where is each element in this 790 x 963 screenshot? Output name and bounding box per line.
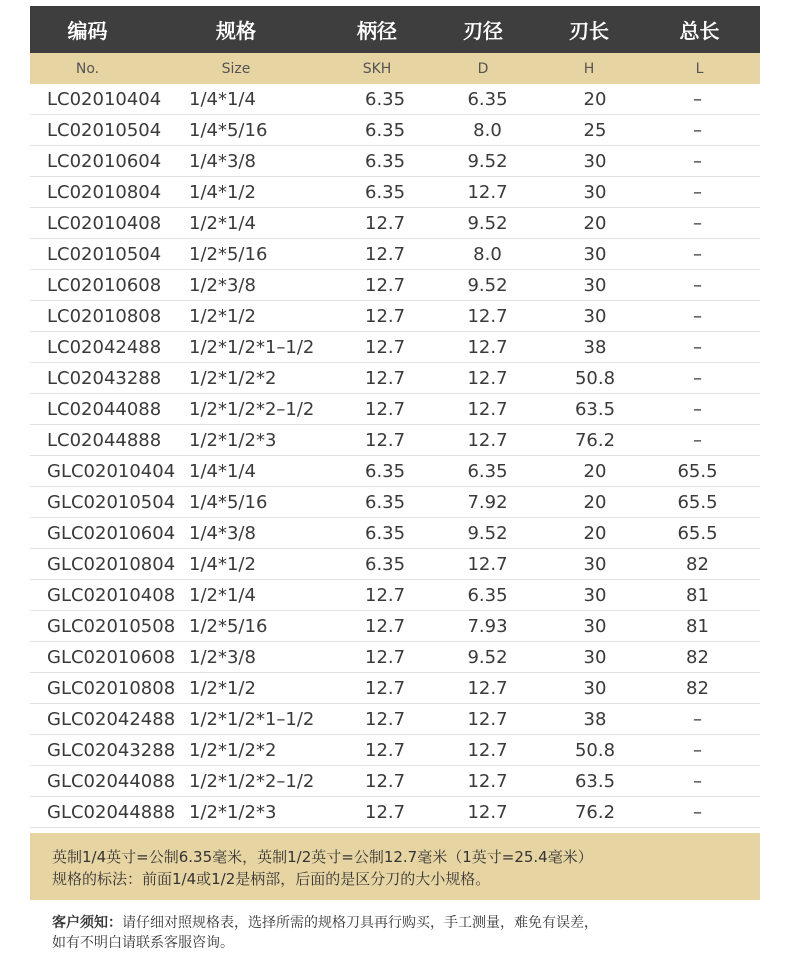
cell-total-length: – <box>693 305 702 327</box>
cell-total-length: – <box>693 398 702 420</box>
subheader-h: H <box>583 60 595 77</box>
cell-shank: 12.7 <box>365 398 406 420</box>
cell-blade-length: 30 <box>583 181 607 203</box>
table-row <box>30 270 760 301</box>
cell-total-length: – <box>693 212 702 234</box>
cell-blade-diameter: 6.35 <box>467 584 508 606</box>
table-row <box>30 704 760 735</box>
cell-size: 1/4*1/2 <box>189 553 256 575</box>
cell-blade-length: 50.8 <box>574 367 616 389</box>
notice-label: 客户须知： <box>52 915 122 931</box>
cell-shank: 6.35 <box>365 491 406 513</box>
table-row <box>30 611 760 642</box>
cell-code: GLC02044888 <box>47 801 176 823</box>
table-row <box>30 456 760 487</box>
table-row <box>30 239 760 270</box>
notice-line-2: 如有不明白请联系客服咨询。 <box>52 935 234 951</box>
cell-size: 1/4*3/8 <box>189 522 256 544</box>
cell-shank: 6.35 <box>365 88 406 110</box>
cell-blade-diameter: 12.7 <box>467 739 508 761</box>
cell-code: GLC02010508 <box>47 615 176 637</box>
cell-blade-length: 63.5 <box>574 398 616 420</box>
cell-blade-diameter: 12.7 <box>467 708 508 730</box>
cell-size: 1/2*1/2*1–1/2 <box>189 336 315 358</box>
table-header <box>30 6 760 53</box>
cell-total-length: – <box>693 181 702 203</box>
cell-size: 1/4*1/4 <box>189 88 256 110</box>
cell-blade-length: 30 <box>583 150 607 172</box>
notice-text-1: 请仔细对照规格表，选择所需的规格刀具再行购买，手工测量，难免有误差， <box>122 915 598 931</box>
cell-blade-length: 63.5 <box>574 770 616 792</box>
cell-shank: 6.35 <box>365 119 406 141</box>
table-row <box>30 115 760 146</box>
cell-blade-diameter: 12.7 <box>467 398 508 420</box>
cell-shank: 12.7 <box>365 212 406 234</box>
cell-shank: 6.35 <box>365 553 406 575</box>
cell-total-length: 65.5 <box>677 460 718 482</box>
table-body <box>30 84 760 828</box>
cell-size: 1/2*1/2*1–1/2 <box>189 708 315 730</box>
cell-code: LC02010408 <box>47 212 162 234</box>
cell-blade-length: 30 <box>583 243 607 265</box>
table-row <box>30 673 760 704</box>
cell-blade-diameter: 6.35 <box>467 88 508 110</box>
table-row <box>30 549 760 580</box>
table-row <box>30 301 760 332</box>
subheader-skh: SKH <box>362 60 392 77</box>
cell-size: 1/2*1/2*2 <box>189 367 277 389</box>
cell-code: GLC02043288 <box>47 739 176 761</box>
cell-total-length: – <box>693 119 702 141</box>
spec-table <box>30 6 760 828</box>
cell-code: GLC02010804 <box>47 553 176 575</box>
cell-blade-length: 30 <box>583 274 607 296</box>
cell-size: 1/2*1/2*2–1/2 <box>189 770 315 792</box>
cell-shank: 12.7 <box>365 367 406 389</box>
cell-size: 1/2*3/8 <box>189 646 256 668</box>
cell-size: 1/4*1/4 <box>189 460 256 482</box>
cell-code: LC02042488 <box>47 336 162 358</box>
table-row <box>30 146 760 177</box>
table-row <box>30 177 760 208</box>
table-row <box>30 766 760 797</box>
cell-shank: 12.7 <box>365 584 406 606</box>
cell-blade-diameter: 12.7 <box>467 429 508 451</box>
cell-shank: 6.35 <box>365 522 406 544</box>
cell-blade-diameter: 12.7 <box>467 181 508 203</box>
cell-code: LC02044888 <box>47 429 162 451</box>
subheader-size: Size <box>221 60 251 77</box>
cell-shank: 6.35 <box>365 150 406 172</box>
cell-blade-length: 50.8 <box>574 739 616 761</box>
cell-code: GLC02010408 <box>47 584 176 606</box>
cell-blade-length: 20 <box>583 88 607 110</box>
cell-size: 1/2*1/2*3 <box>189 429 277 451</box>
cell-blade-length: 20 <box>583 491 607 513</box>
cell-blade-diameter: 12.7 <box>467 801 508 823</box>
cell-size: 1/4*1/2 <box>189 181 256 203</box>
cell-total-length: – <box>693 336 702 358</box>
cell-total-length: – <box>693 708 702 730</box>
subheader-d: D <box>477 60 489 77</box>
table-row <box>30 518 760 549</box>
table-row <box>30 363 760 394</box>
subheader-l: L <box>695 60 704 77</box>
cell-blade-diameter: 7.93 <box>467 615 508 637</box>
cell-shank: 12.7 <box>365 305 406 327</box>
cell-shank: 6.35 <box>365 181 406 203</box>
header-blade-length: 刃长 <box>569 19 609 43</box>
cell-blade-diameter: 9.52 <box>467 212 508 234</box>
cell-blade-diameter: 8.0 <box>473 243 502 265</box>
cell-code: GLC02010808 <box>47 677 176 699</box>
cell-code: LC02010808 <box>47 305 162 327</box>
cell-blade-length: 25 <box>583 119 607 141</box>
cell-blade-length: 20 <box>583 460 607 482</box>
header-code: 编码 <box>67 19 108 43</box>
cell-total-length: 81 <box>686 615 709 637</box>
cell-size: 1/2*1/2*3 <box>189 801 277 823</box>
cell-blade-length: 30 <box>583 646 607 668</box>
cell-code: GLC02010504 <box>47 491 176 513</box>
table-row <box>30 580 760 611</box>
header-shank: 柄径 <box>357 19 397 43</box>
cell-blade-diameter: 12.7 <box>467 770 508 792</box>
cell-blade-diameter: 8.0 <box>473 119 502 141</box>
cell-total-length: – <box>693 150 702 172</box>
cell-blade-diameter: 12.7 <box>467 305 508 327</box>
cell-shank: 6.35 <box>365 460 406 482</box>
table-row <box>30 797 760 828</box>
table-row <box>30 84 760 115</box>
cell-blade-diameter: 6.35 <box>467 460 508 482</box>
cell-size: 1/4*5/16 <box>189 119 268 141</box>
cell-shank: 12.7 <box>365 615 406 637</box>
table-row <box>30 642 760 673</box>
cell-blade-diameter: 9.52 <box>467 522 508 544</box>
cell-size: 1/2*1/2 <box>189 305 256 327</box>
customer-notice <box>52 913 752 953</box>
cell-code: LC02010608 <box>47 274 162 296</box>
cell-size: 1/2*1/4 <box>189 212 256 234</box>
cell-total-length: 82 <box>686 646 709 668</box>
cell-size: 1/2*1/2*2–1/2 <box>189 398 315 420</box>
cell-total-length: – <box>693 770 702 792</box>
cell-total-length: – <box>693 739 702 761</box>
cell-shank: 12.7 <box>365 770 406 792</box>
cell-total-length: – <box>693 243 702 265</box>
cell-blade-length: 38 <box>583 336 607 358</box>
cell-blade-length: 30 <box>583 677 607 699</box>
cell-total-length: – <box>693 429 702 451</box>
notice-line-1 <box>52 913 752 933</box>
cell-size: 1/4*5/16 <box>189 491 268 513</box>
cell-total-length: – <box>693 367 702 389</box>
cell-size: 1/2*3/8 <box>189 274 256 296</box>
table-row <box>30 425 760 456</box>
cell-blade-length: 38 <box>583 708 607 730</box>
cell-blade-diameter: 12.7 <box>467 367 508 389</box>
note-line-2: 规格的标法：前面1/4或1/2是柄部，后面的是区分刀的大小规格。 <box>52 870 491 888</box>
table-row <box>30 208 760 239</box>
cell-code: GLC02042488 <box>47 708 176 730</box>
cell-size: 1/4*3/8 <box>189 150 256 172</box>
cell-code: LC02043288 <box>47 367 162 389</box>
cell-blade-diameter: 12.7 <box>467 553 508 575</box>
cell-blade-diameter: 9.52 <box>467 150 508 172</box>
cell-blade-diameter: 9.52 <box>467 274 508 296</box>
cell-shank: 12.7 <box>365 336 406 358</box>
cell-shank: 12.7 <box>365 429 406 451</box>
cell-size: 1/2*1/2*2 <box>189 739 277 761</box>
note-line-1: 英制1/4英寸=公制6.35毫米，英制1/2英寸=公制12.7毫米（1英寸=25.4毫米） <box>52 848 593 866</box>
cell-blade-diameter: 12.7 <box>467 336 508 358</box>
cell-blade-length: 20 <box>583 212 607 234</box>
cell-shank: 12.7 <box>365 646 406 668</box>
cell-total-length: 65.5 <box>677 522 718 544</box>
cell-total-length: 81 <box>686 584 709 606</box>
cell-blade-length: 30 <box>583 584 607 606</box>
cell-code: LC02044088 <box>47 398 162 420</box>
cell-blade-length: 30 <box>583 615 607 637</box>
cell-size: 1/2*1/4 <box>189 584 256 606</box>
cell-code: LC02010604 <box>47 150 162 172</box>
cell-blade-diameter: 12.7 <box>467 677 508 699</box>
cell-blade-length: 30 <box>583 305 607 327</box>
cell-code: LC02010504 <box>47 243 162 265</box>
table-row <box>30 394 760 425</box>
subheader-no: No. <box>75 60 100 77</box>
cell-shank: 12.7 <box>365 243 406 265</box>
cell-code: GLC02010608 <box>47 646 176 668</box>
cell-total-length: 65.5 <box>677 491 718 513</box>
cell-code: LC02010804 <box>47 181 162 203</box>
cell-blade-length: 76.2 <box>574 801 616 823</box>
table-row <box>30 735 760 766</box>
cell-code: GLC02044088 <box>47 770 176 792</box>
conversion-note <box>30 833 760 900</box>
cell-total-length: 82 <box>686 553 709 575</box>
cell-total-length: – <box>693 274 702 296</box>
cell-total-length: – <box>693 88 702 110</box>
cell-shank: 12.7 <box>365 677 406 699</box>
cell-shank: 12.7 <box>365 739 406 761</box>
header-size: 规格 <box>216 19 256 43</box>
cell-shank: 12.7 <box>365 274 406 296</box>
cell-code: LC02010504 <box>47 119 162 141</box>
cell-total-length: – <box>693 801 702 823</box>
cell-blade-diameter: 9.52 <box>467 646 508 668</box>
cell-blade-length: 76.2 <box>574 429 616 451</box>
cell-blade-length: 30 <box>583 553 607 575</box>
cell-size: 1/2*5/16 <box>189 615 268 637</box>
cell-blade-diameter: 7.92 <box>467 491 508 513</box>
table-row <box>30 487 760 518</box>
header-blade-diameter: 刃径 <box>463 19 503 43</box>
cell-code: LC02010404 <box>47 88 162 110</box>
cell-blade-length: 20 <box>583 522 607 544</box>
cell-total-length: 82 <box>686 677 709 699</box>
header-total-length: 总长 <box>679 19 720 43</box>
table-subheader <box>30 53 760 84</box>
cell-shank: 12.7 <box>365 801 406 823</box>
table-row <box>30 332 760 363</box>
cell-code: GLC02010404 <box>47 460 176 482</box>
cell-size: 1/2*5/16 <box>189 243 268 265</box>
cell-shank: 12.7 <box>365 708 406 730</box>
cell-code: GLC02010604 <box>47 522 176 544</box>
cell-size: 1/2*1/2 <box>189 677 256 699</box>
